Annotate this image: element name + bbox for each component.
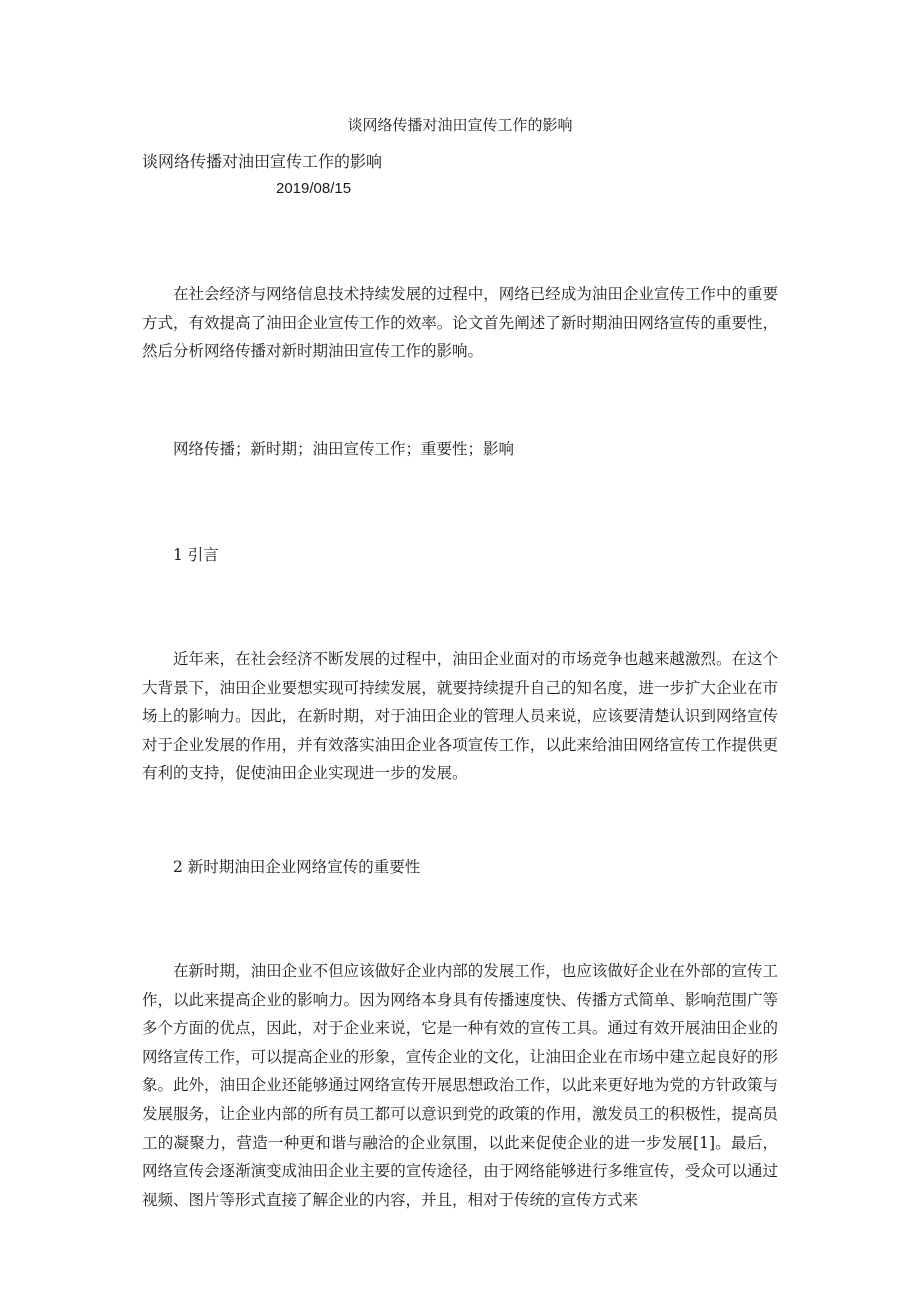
abstract-paragraph: 在社会经济与网络信息技术持续发展的过程中，网络已经成为油田企业宣传工作中的重要方式，有效提高了油田企业宣传工作的效率。论文首先阐述了新时期油田网络宣传的重要性，然后分析网络传播对新时期油田宣传工作的影响。 — [142, 285, 778, 361]
section-paragraph-importance: 在新时期，油田企业不但应该做好企业内部的发展工作，也应该做好企业在外部的宣传工作，以此来提高企业的影响力。因为网络本身具有传播速度快、传播方式简单、影响范围广等多个方面的优点，因此，对于企业来说，它是一种有效的宣传工具。通过有效开展油田企业的网络宣传工作，可以提高企业的形象，宣传企业的文化，让油田企业在市场中建立起良好的形象。此外，油田企业还能够通过网络宣传开展思想政治工作，以此来更好地为党的方针政策与发展服务，让企业内部的所有员工都可以意识到党的政策的作用，激发员工的积极性，提高员工的凝聚力，营造一种更和谐与融洽的企业氛围，以此来促使企业的进一步发展[1]。最后，网络宣传会逐渐演变成油田企业主要的宣传途径，由于网络能够进行多维宣传，受众可以通过视频、图片等形式直接了解企业的内容，并且，相对于传统的宣传方式来 — [142, 962, 778, 1209]
page-header-title: 谈网络传播对油田宣传工作的影响 — [347, 116, 573, 134]
document-date: 2019/08/15 — [276, 180, 352, 197]
section-heading-introduction: 1 引言 — [173, 546, 219, 564]
document-title: 谈网络传播对油田宣传工作的影响 — [142, 152, 383, 171]
keywords-line: 网络传播；新时期；油田宣传工作；重要性；影响 — [173, 440, 515, 458]
section-paragraph-introduction: 近年来，在社会经济不断发展的过程中，油田企业面对的市场竞争也越来越激烈。在这个大背景下，油田企业要想实现可持续发展，就要持续提升自己的知名度，进一步扩大企业在市场上的影响力。因此，在新时期，对于油田企业的管理人员来说，应该要清楚认识到网络宣传对于企业发展的作用，并有效落实油田企业各项宣传工作，以此来给油田网络宣传工作提供更有利的支持，促使油田企业实现进一步的发展。 — [142, 650, 778, 783]
section-heading-importance: 2 新时期油田企业网络宣传的重要性 — [173, 858, 421, 876]
